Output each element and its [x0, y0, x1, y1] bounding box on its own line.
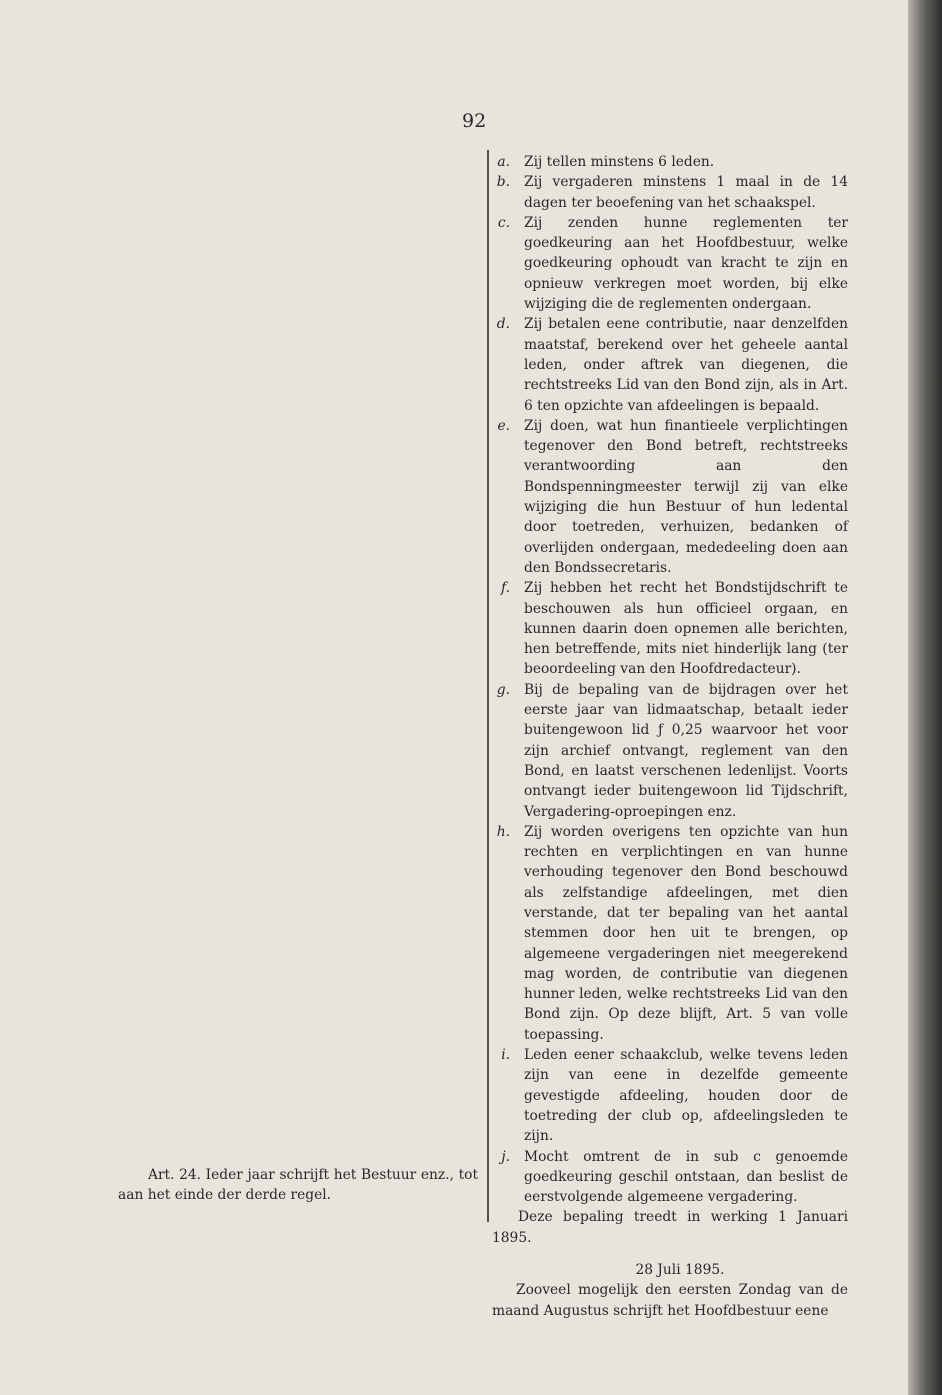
item-text: Zij worden overigens ten opzichte van hun rechten en verplichtingen en van hunne verhouding tegenover den Bond beschouwd als zelfstandige afdeelingen, met dien verstande, dat ter bepaling van het aantal stemmen door hen uit te brengen, op algemeene vergaderingen niet meegerekend mag worden, de contributie van diegenen hunner leden, welke rechtstreeks Lid van den Bond zijn. Op deze blijft, Art. 5 van volle toepassing.: [524, 823, 848, 1043]
item-text: Leden eener schaakclub, welke tevens leden zijn van eene in dezelfde gemeente gevestigde afdeeling, houden door de toetreding der club op, afdeelingsleden te zijn.: [524, 1047, 848, 1145]
left-article-note: Art. 24. Ieder jaar schrijft het Bestuur enz., tot aan het einde der derde regel.: [118, 1167, 478, 1203]
item-text: Zij vergaderen minstens 1 maal in de 14 dagen ter beoefening van het schaakspel.: [524, 174, 848, 211]
list-item-b: [492, 172, 848, 213]
item-letter: c.: [497, 214, 510, 231]
list-item-a: [492, 152, 848, 172]
item-letter: f.: [500, 580, 510, 597]
item-letter: i.: [501, 1047, 510, 1064]
date-line: 28 Juli 1895.: [635, 1262, 725, 1279]
item-text: Zij zenden hunne reglementen ter goedkeuring aan het Hoofdbestuur, welke goedkeuring ophoudt van kracht te zijn en opnieuw verkregen moet worden, bij elke wijziging die de reglementen ondergaan.: [524, 214, 848, 313]
list-item-h: [492, 822, 848, 1045]
list-item-g: [492, 680, 848, 822]
item-letter: e.: [497, 417, 510, 434]
item-text: Zij tellen minstens 6 leden.: [524, 154, 715, 170]
item-letter: d.: [496, 316, 510, 333]
item-text: Bij de bepaling van de bijdragen over het eerste jaar van lidmaatschap, betaalt ieder buitengewoon lid ƒ 0,25 waarvoor het voor zijn archief ontvangt, reglement van den Bond, en laatst verschenen ledenlijst. Voorts ontvangt ieder buitengewoon lid Tijdschrift, Vergadering-oproepingen enz.: [524, 681, 848, 820]
item-text: Mocht omtrent de in sub c genoemde goedkeuring geschil ontstaan, dan beslist de eerstvolgende algemeene vergadering.: [524, 1148, 848, 1206]
effective-note: Deze bepaling treedt in werking 1 Januari 1895.: [492, 1209, 848, 1246]
right-column: [492, 152, 848, 1321]
item-letter: a.: [497, 154, 510, 170]
list-item-d: [492, 314, 848, 415]
item-text: Zij betalen eene contributie, naar denzelfden maatstaf, berekend over het geheele aantal leden, onder aftrek van diegenen, die rechtstreeks Lid van den Bond zijn, als in Art. 6 ten opzichte van afdeelingen is bepaald.: [524, 316, 848, 414]
item-letter: g.: [496, 681, 510, 698]
item-text: Zij doen, wat hun finantieele verplichtingen tegenover den Bond betreft, rechtstreeks verantwoording aan den Bondspenningmeester terwijl zij van elke wijziging die hun Bestuur of hun ledental door toetreden, verhuizen, bedanken of overlijden ondergaan, mededeeling doen aan den Bondssecretaris.: [524, 417, 848, 576]
list-item-f: [492, 578, 848, 679]
column-divider: [487, 150, 489, 1222]
list-item-j: [492, 1147, 848, 1208]
list-item-c: [492, 213, 848, 314]
item-letter: h.: [496, 823, 510, 840]
item-letter: j.: [501, 1148, 510, 1165]
item-letter: b.: [496, 174, 510, 191]
page-number: 92: [462, 110, 487, 132]
list-item-e: [492, 416, 848, 578]
list-item-i: [492, 1045, 848, 1146]
page-edge-shadow: [908, 0, 942, 1395]
item-text: Zij hebben het recht het Bondstijdschrift te beschouwen als hun officieel orgaan, en kunnen daarin doen opnemen alle berichten, hen betreffende, mits niet hinderlijk lang (ter beoordeeling van den Hoofdredacteur).: [524, 580, 848, 678]
closing-paragraph: Zooveel mogelijk den eersten Zondag van de maand Augustus schrijft het Hoofdbestuur eene: [492, 1282, 848, 1319]
